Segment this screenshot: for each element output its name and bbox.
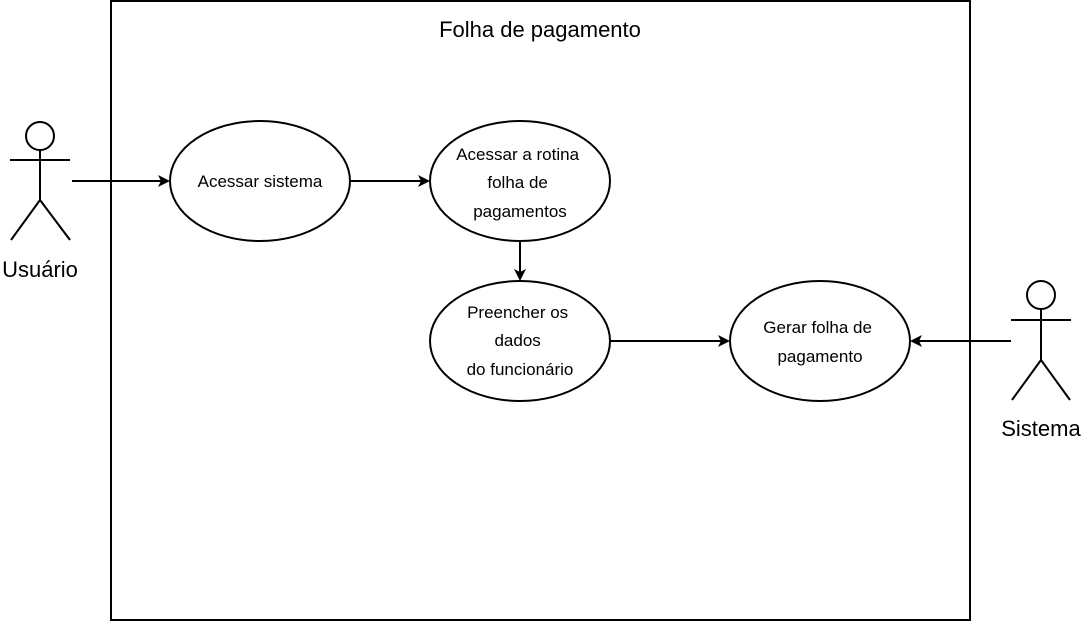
actor-sistema-left-leg xyxy=(1012,360,1041,400)
actor-usuario-label: Usuário xyxy=(2,257,78,282)
uc-line: pagamentos xyxy=(473,202,567,221)
actor-usuario xyxy=(10,122,70,240)
use-case-acessar-sistema-text xyxy=(198,172,323,191)
uc-line: dados xyxy=(494,331,541,350)
actor-usuario-head xyxy=(26,122,54,150)
actor-usuario-left-leg xyxy=(11,200,40,240)
actor-sistema-label: Sistema xyxy=(1001,416,1081,441)
uc-line: do funcionário xyxy=(466,360,574,379)
actor-sistema-head xyxy=(1027,281,1055,309)
actor-sistema-right-leg xyxy=(1041,360,1070,400)
actor-usuario-right-leg xyxy=(40,200,70,240)
uc-line: Acessar a rotina xyxy=(456,145,580,164)
boundary-title: Folha de pagamento xyxy=(439,17,641,42)
uc-line: pagamento xyxy=(777,347,863,366)
actor-sistema xyxy=(1011,281,1071,400)
uc-line: Acessar sistema xyxy=(197,172,323,191)
uc-line: Gerar folha de xyxy=(763,318,872,337)
uc-line: folha de xyxy=(487,173,548,192)
use-case-gerar-folha[interactable] xyxy=(730,281,910,401)
uc-line: Preencher os xyxy=(467,303,569,322)
